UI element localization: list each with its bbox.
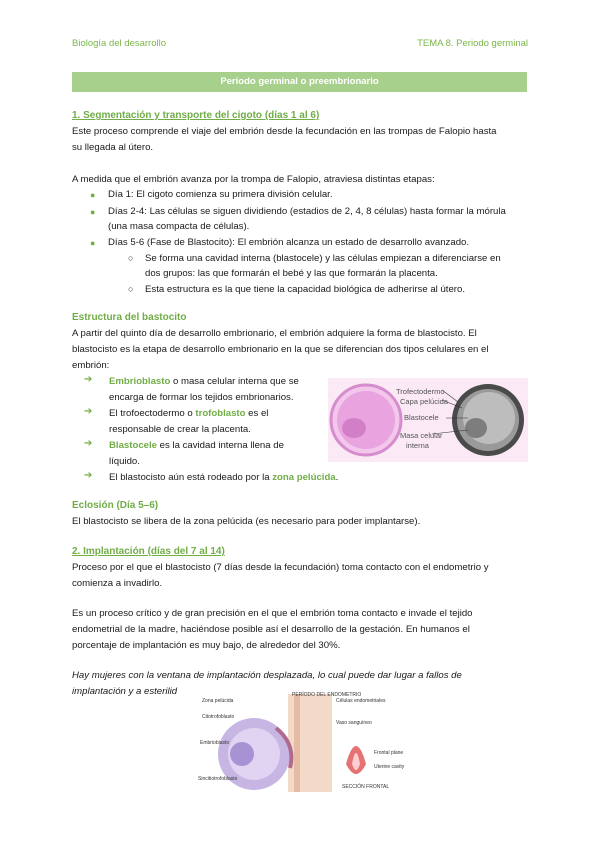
eclosion-heading: Eclosión (Día 5–6)	[72, 500, 159, 511]
eclosion-text: El blastocisto se libera de la zona pelúcida (es necesario para poder implantarse).	[72, 516, 421, 527]
arrow-item-embrioblasto-line2: encarga de formar los tejidos embrionarios.	[109, 392, 294, 403]
arrow-item-embrioblasto-line1: Embrioblasto o masa celular interna que se	[109, 376, 299, 387]
bullet-day1: Día 1: El cigoto comienza su primera división celular.	[108, 189, 333, 200]
fig2-label-right4: Uterine cavity	[374, 764, 405, 770]
sub-bullet-icon: ○	[128, 284, 134, 294]
arrow-icon: ➔	[84, 374, 93, 385]
label-capa-pelucida: Capa pelúcida	[400, 397, 448, 406]
section1-intro-line1: Este proceso comprende el viaje del embrión desde la fecundación en las trompas de Falopio hasta	[72, 126, 497, 137]
structure-text-line1: A partir del quinto día de desarrollo embrionario, el embrión adquiere la forma de blastocisto. El	[72, 328, 477, 339]
bullet-days2-4-line2: (una masa compacta de células).	[108, 221, 250, 232]
arrow-item-trofoblasto-line1: El trofoectodermo o trofoblasto es el	[109, 408, 269, 419]
fig2-label-left1: Zona pelúcida	[202, 698, 234, 704]
section1-heading: 1. Segmentación y transporte del cigoto (días 1 al 6)	[72, 110, 320, 121]
implantation-p1-line1: Proceso por el que el blastocisto (7 días desde la fecundación) toma contacto con el endometrio y	[72, 562, 489, 573]
fig2-label-right1: Células endometriales	[336, 698, 386, 704]
label-masa-line2: interna	[406, 441, 429, 450]
page-title-banner: Periodo germinal o preembrionario	[72, 72, 527, 92]
arrow-icon: ➔	[84, 406, 93, 417]
bullet-icon: ●	[90, 190, 96, 200]
running-header-right: TEMA 8. Periodo germinal	[417, 38, 528, 49]
arrow-item-blastocele-line1: Blastocele es la cavidad interna llena de	[109, 440, 284, 451]
italic-note-line1: Hay mujeres con la ventana de implantación desplazada, lo cual puede dar lugar a fallos de	[72, 670, 462, 681]
section1-intro-line2: su llegada al útero.	[72, 142, 154, 153]
fig2-label-left3: Embrioblasto	[200, 740, 230, 746]
sub-bullet2: Esta estructura es la que tiene la capacidad biológica de adherirse al útero.	[145, 284, 465, 295]
italic-note-line2: implantación y a esterilid	[72, 686, 178, 697]
implantation-p1-line2: comienza a invadirlo.	[72, 578, 163, 589]
fig2-label-top: PERÍODO DEL ENDOMETRIO	[292, 692, 362, 698]
bullet-days2-4-line1: Días 2-4: Las células se siguen dividiendo (estadios de 2, 4, 8 células) hasta formar la mórula	[108, 206, 506, 217]
arrow-item-trofoblasto-line2: responsable de crear la placenta.	[109, 424, 251, 435]
fig2-label-right2: Vaso sanguíneo	[336, 720, 372, 726]
blastocyst-figure	[328, 378, 528, 462]
fig2-label-left4: Sincitiotrofoblasto	[198, 776, 238, 782]
implantation-p2-line1: Es un proceso crítico y de gran precisión en el que el embrión toma contacto e invade el tejido	[72, 608, 473, 619]
label-trofectodermo: Trofectodermo	[396, 387, 445, 396]
fig2-label-left2: Citotrofoblasto	[202, 714, 235, 720]
stages-intro: A medida que el embrión avanza por la trompa de Falopio, atraviesa distintas etapas:	[72, 174, 435, 185]
arrow-icon: ➔	[84, 470, 93, 481]
section2-heading: 2. Implantación (días del 7 al 14)	[72, 546, 225, 557]
bullet-days5-6: Días 5-6 (Fase de Blastocito): El embrión alcanza un estado de desarrollo avanzado.	[108, 237, 470, 248]
structure-heading: Estructura del bastocito	[72, 312, 187, 323]
structure-text-line2: blastocisto es la etapa de desarrollo embrionario en la que se diferencian dos tipos celulares en el	[72, 344, 489, 355]
implantation-p2-line2: endometrial de la madre, haciéndose posible así el desarrollo de la gestación. En humanos el	[72, 624, 470, 635]
implantation-p2-line3: porcentaje de implantación es muy bajo, de alrededor del 30%.	[72, 640, 341, 651]
arrow-item-zona-pelucida: El blastocisto aún está rodeado por la zona pelúcida.	[109, 472, 339, 483]
implantation-figure	[196, 688, 420, 792]
sub-bullet1-line2: dos grupos: las que formarán el bebé y las que formarán la placenta.	[145, 268, 438, 279]
running-header-left: Biología del desarrollo	[72, 38, 167, 49]
label-masa-line1: Masa celular	[400, 431, 443, 440]
fig2-label-right5: SECCIÓN FRONTAL	[342, 784, 390, 790]
label-blastocele: Blastocele	[404, 413, 439, 422]
fig2-label-right3: Frontal plane	[374, 750, 404, 756]
bullet-icon: ●	[90, 238, 96, 248]
structure-text-line3: embrión:	[72, 360, 110, 371]
arrow-icon: ➔	[84, 438, 93, 449]
arrow-item-blastocele-line2: líquido.	[109, 456, 140, 467]
sub-bullet-icon: ○	[128, 253, 134, 263]
sub-bullet1-line1: Se forma una cavidad interna (blastocele) y las células empiezan a diferenciarse en	[145, 253, 501, 264]
bullet-icon: ●	[90, 207, 96, 217]
